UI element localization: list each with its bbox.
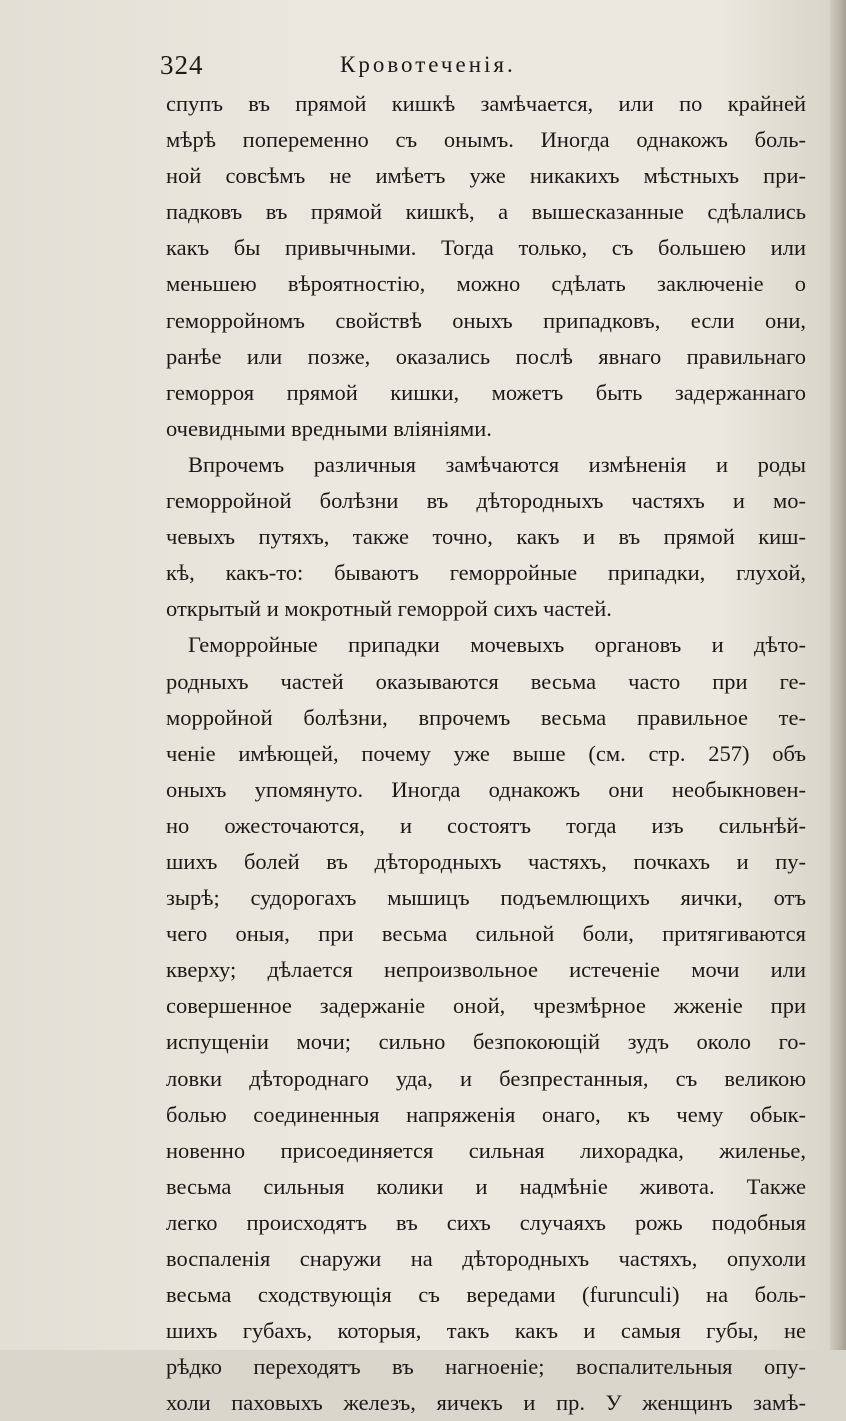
text-line: совершенное задержаніе оной, чрезмѣрное жженіе при: [166, 993, 806, 1019]
text-line: очевидными вредными вліяніями.: [166, 415, 492, 441]
paragraph-3: [166, 627, 806, 1421]
text-line: ной совсѣмъ не имѣетъ уже никакихъ мѣстныхъ при-: [166, 163, 806, 189]
paragraph-1: [166, 86, 806, 447]
page-header: [160, 50, 800, 84]
text-line: холи паховыхъ железъ, яичекъ и пр. У женщинъ замѣ-: [166, 1390, 806, 1416]
text-line: весьма сходствующія съ вередами (furunculi) на боль-: [166, 1282, 806, 1308]
running-title: Кровотеченія.: [340, 52, 516, 77]
text-line: легко происходятъ въ сихъ случаяхъ рожь подобныя: [166, 1209, 806, 1235]
text-line: рѣдко переходятъ въ нагноеніе; воспалительныя опу-: [166, 1354, 806, 1380]
text-line: испущеніи мочи; сильно безпокоющій зудъ около го-: [166, 1029, 806, 1055]
text-line: ранѣе или позже, оказались послѣ явнаго правильнаго: [166, 343, 806, 369]
text-line: морройной болѣзни, впрочемъ весьма правильное те-: [166, 704, 806, 730]
text-line: ченіе имѣющей, почему уже выше (см. стр. 257) объ: [166, 740, 806, 766]
text-line: геморройной болѣзни въ дѣтородныхъ частяхъ и мо-: [166, 488, 806, 514]
text-line: какъ бы привычными. Тогда только, съ большею или: [166, 235, 806, 261]
text-line: весьма сильныя колики и надмѣніе живота. Также: [166, 1173, 806, 1199]
text-line: Геморройные припадки мочевыхъ органовъ и дѣто-: [188, 632, 806, 658]
body-text: [166, 86, 806, 1421]
text-line: меньшею вѣроятностію, можно сдѣлать заключеніе о: [166, 271, 806, 297]
text-line: кверху; дѣлается непроизвольное истеченіе мочи или: [166, 957, 806, 983]
text-line: болью соединенныя напряженія онаго, къ чему обык-: [166, 1101, 806, 1127]
text-line: шихъ губахъ, которыя, такъ какъ и самыя губы, не: [166, 1318, 806, 1344]
text-line: кѣ, какъ-то: бываютъ геморройные припадки, глухой,: [166, 560, 806, 586]
text-line: геморройномъ свойствѣ оныхъ припадковъ, если они,: [166, 307, 806, 333]
text-line: чевыхъ путяхъ, также точно, какъ и въ прямой киш-: [166, 524, 806, 550]
text-line: шихъ болей въ дѣтородныхъ частяхъ, почкахъ и пу-: [166, 848, 806, 874]
text-line: оныхъ упомянуто. Иногда однакожъ они необыкновен-: [166, 776, 806, 802]
page-binding-edge: [830, 0, 846, 1350]
text-line: Впрочемъ различныя замѣчаются измѣненія и роды: [188, 451, 806, 477]
text-line: мѣрѣ попеременно съ онымъ. Иногда однакожъ боль-: [166, 127, 806, 153]
page-number: 324: [160, 50, 204, 80]
text-line: новенно присоединяется сильная лихорадка, жиленье,: [166, 1137, 806, 1163]
text-line: зырѣ; судорогахъ мышицъ подъемлющихъ яички, отъ: [166, 885, 806, 911]
text-line: воспаленія снаружи на дѣтородныхъ частяхъ, опухоли: [166, 1246, 806, 1271]
text-line: спупъ въ прямой кишкѣ замѣчается, или по крайней: [166, 91, 806, 116]
paragraph-2: [166, 447, 806, 627]
text-line: чего оныя, при весьма сильной боли, притягиваются: [166, 921, 806, 947]
text-line: открытый и мокротный геморрой сихъ частей.: [166, 596, 612, 622]
text-line: ловки дѣтороднаго уда, и безпрестанныя, съ великою: [166, 1065, 806, 1091]
text-line: родныхъ частей оказываются весьма часто при ге-: [166, 668, 806, 694]
text-line: геморроя прямой кишки, можетъ быть задержаннаго: [166, 379, 806, 405]
text-line: падковъ въ прямой кишкѣ, а вышесказанные сдѣлались: [166, 199, 806, 225]
text-line: но ожесточаются, и состоятъ тогда изъ сильнѣй-: [166, 812, 806, 838]
